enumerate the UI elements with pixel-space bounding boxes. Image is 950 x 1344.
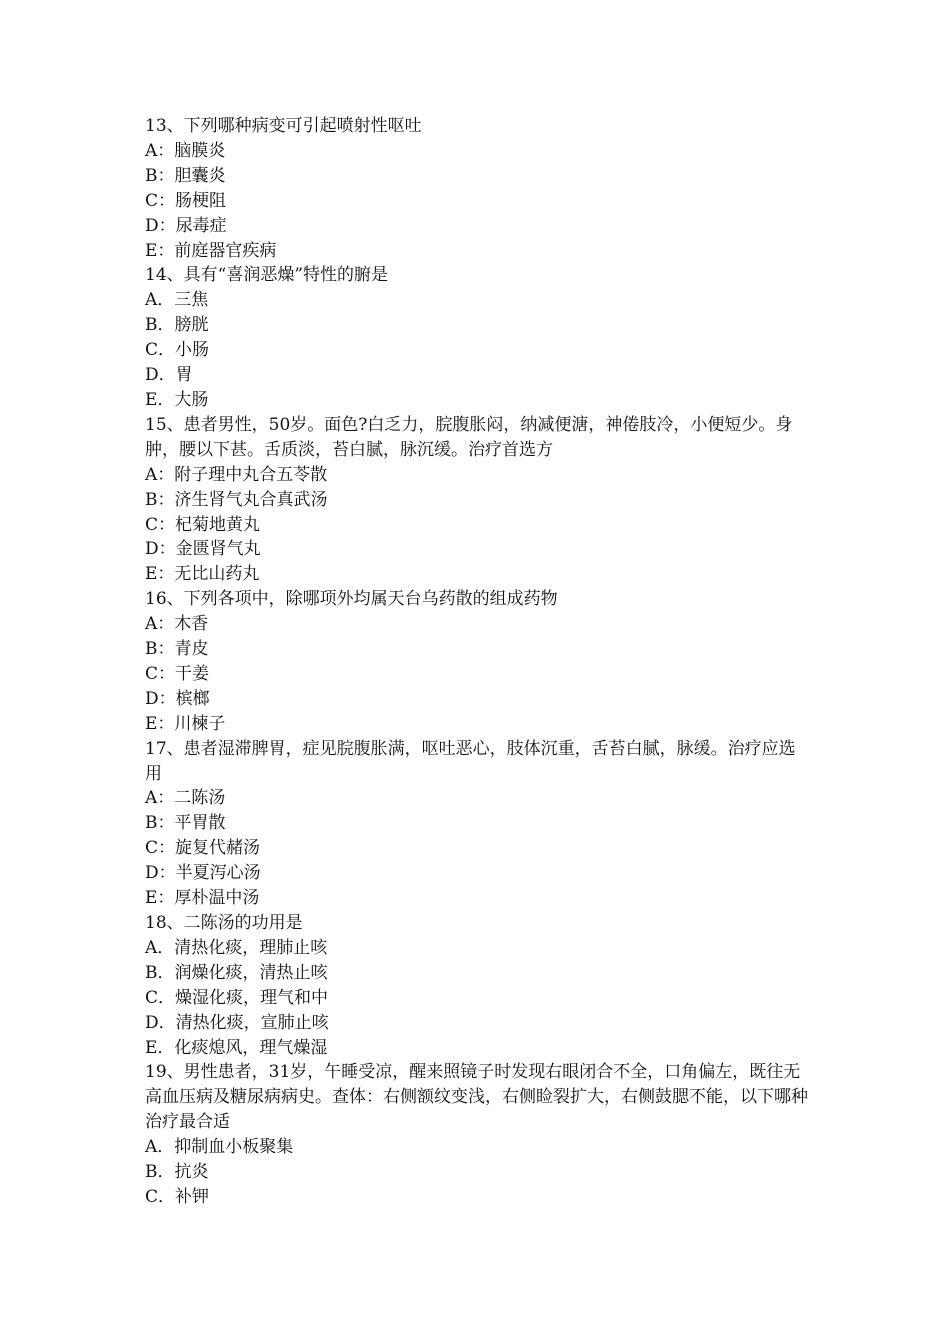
option-c: C：肠梗阻 [145,190,227,211]
question-stem: 18、二陈汤的功用是 [145,913,303,933]
question-19 [145,1060,810,1209]
option-b: B．润燥化痰，清热止咳 [145,962,328,983]
option-a: A：木香 [145,614,209,635]
option-d: D：半夏泻心汤 [145,863,261,884]
question-stem: 16、下列各项中，除哪项外均属天台乌药散的组成药物 [145,589,558,610]
option-d: D．清热化痰，宣肺止咳 [145,1012,329,1033]
option-c: C：干姜 [145,663,210,684]
option-c: C．补钾 [145,1186,210,1207]
question-18 [145,911,810,1060]
option-a: A：脑膜炎 [145,140,226,161]
question-16 [145,587,810,736]
option-c: C．燥湿化痰，理气和中 [145,987,329,1008]
option-e: E．化痰熄风，理气燥湿 [145,1037,328,1058]
option-e: E．大肠 [145,389,209,410]
option-d: D：金匮肾气丸 [145,539,261,560]
question-stem: 15、患者男性，50岁。面色?白乏力，脘腹胀闷，纳减便溏，神倦肢冷，小便短少。身肿，腰以下甚。舌质淡，苔白腻，脉沉缓。治疗首选方 [145,414,793,460]
option-d: D：尿毒症 [145,215,227,236]
option-a: A：二陈汤 [145,788,226,809]
option-d: D：槟榔 [145,688,210,709]
option-d: D．胃 [145,365,193,386]
option-e: E：无比山药丸 [145,564,260,585]
question-15 [145,413,810,587]
question-stem: 17、患者湿滞脾胃，症见脘腹胀满，呕吐恶心，肢体沉重，舌苔白腻，脉缓。治疗应选用 [145,738,796,784]
option-c: C．小肠 [145,340,210,361]
document-body [145,114,810,1210]
option-e: E：前庭器官疾病 [145,240,277,261]
option-b: B．抗炎 [145,1162,209,1183]
question-stem: 19、男性患者，31岁，午睡受凉，醒来照镜子时发现右眼闭合不全，口角偏左，既往无高血压病及糖尿病病史。查体：右侧额纹变浅，右侧睑裂扩大，右侧鼓腮不能，以下哪种治疗最合适 [145,1062,808,1133]
option-e: E：厚朴温中汤 [145,888,260,909]
option-a: A．抑制血小板聚集 [145,1137,294,1158]
question-14 [145,263,810,412]
question-stem: 14、具有“喜润恶燥”特性的腑是 [145,265,389,286]
option-e: E：川楝子 [145,713,226,734]
option-b: B：平胃散 [145,813,226,834]
option-a: A．三焦 [145,290,209,311]
option-b: B：胆囊炎 [145,165,226,186]
option-a: A：附子理中丸合五苓散 [145,464,328,485]
question-17 [145,737,810,911]
option-b: B．膀胱 [145,315,209,336]
option-c: C：杞菊地黄丸 [145,514,261,535]
option-a: A．清热化痰，理肺止咳 [145,937,328,958]
option-b: B：济生肾气丸合真武汤 [145,489,328,510]
option-c: C：旋复代赭汤 [145,838,261,859]
question-13 [145,114,810,263]
question-stem: 13、下列哪种病变可引起喷射性呕吐 [145,116,422,136]
option-b: B：青皮 [145,639,209,660]
